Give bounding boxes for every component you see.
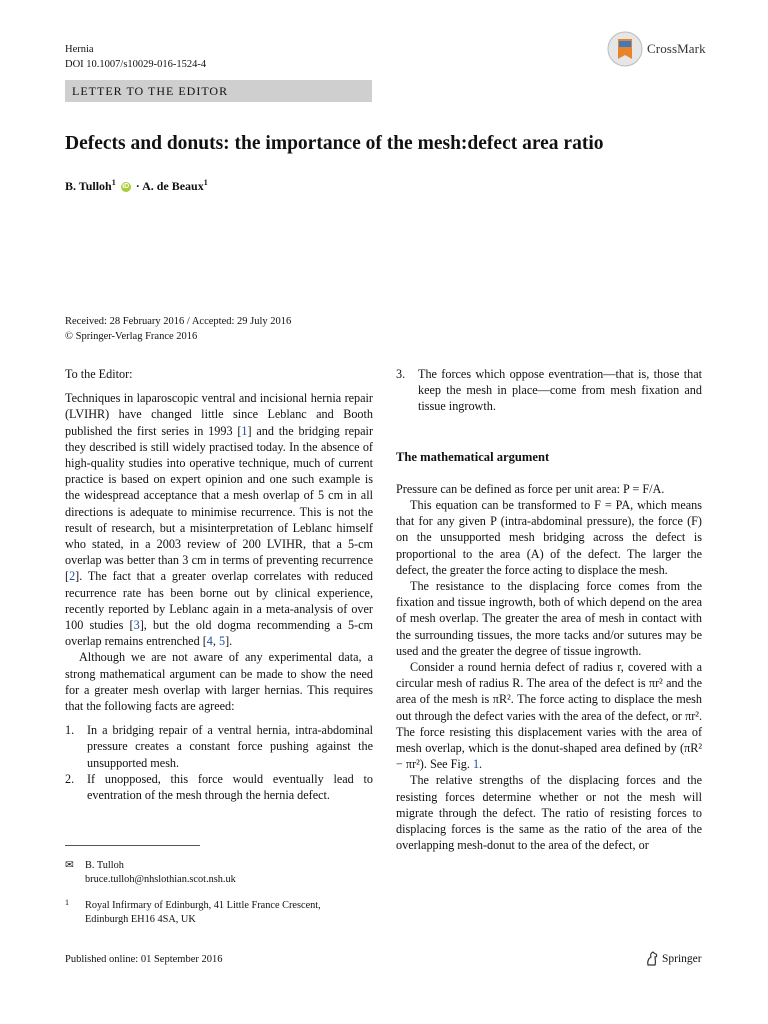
envelope-icon: ✉ <box>65 860 74 871</box>
paragraph: Consider a round hernia defect of radius r, covered with a circular mesh of radius R. The area of the defect is πr² and the area of the mesh is πR². The force acting to displace the mesh out through the defect varies with the area of the defect, or πr². The force resisting this displacement varies with the area of mesh overlap, which is the donut-shaped area defined by (πR² − πr²). See Fig. 1. <box>396 660 702 772</box>
list-item <box>65 771 373 803</box>
orcid-icon[interactable]: iD <box>122 183 130 191</box>
contact-email[interactable]: bruce.tulloh@nhslothian.scot.nsh.uk <box>85 874 236 885</box>
copyright: © Springer-Verlag France 2016 <box>65 331 198 342</box>
paragraph: The relative strengths of the displacing forces and the resisting forces determine whether or not the mesh will migrate through the defect. The ratio of resisting forces to displacing forces is the same as the ratio of the area of the overlapping mesh-donut to the area of the defect, or <box>396 773 702 853</box>
affiliation-line: Royal Infirmary of Edinburgh, 41 Little France Crescent, <box>85 900 321 911</box>
citation-link[interactable]: 3 <box>133 618 140 633</box>
list-number: 1. <box>65 723 75 738</box>
citation-link[interactable]: 2 <box>69 569 76 584</box>
article-type-bar: LETTER TO THE EDITOR <box>65 80 372 102</box>
springer-horse-icon <box>645 951 659 966</box>
citation-link[interactable]: 5 <box>218 634 226 649</box>
citation-link[interactable]: 1 <box>241 423 248 438</box>
right-column <box>396 366 702 853</box>
doi[interactable]: DOI 10.1007/s10029-016-1524-4 <box>65 59 207 70</box>
paragraph: The resistance to the displacing force comes from the fixation and tissue ingrowth, both of which depend on the area of mesh overlap. The greater the area of mesh in contact with the surrounding tissues, the more tacks and/or sutures may be used and the greater the degree of tissue ingrowth. <box>396 579 702 658</box>
springer-label: Springer <box>662 952 702 965</box>
crossmark-badge[interactable] <box>607 31 706 67</box>
paragraph: Techniques in laparoscopic ventral and incisional hernia repair (LVIHR) have changed little since Leblanc and Booth published the first series in 1993 [1] and the bridging repair they described is still widely practised today. In the absence of high-quality studies into operative technique, much of current practice is based on expert opinion and one such example is the widespread acceptance that a mesh overlap of 5 cm in all directions is adequate to minimise recurrence. This is not the result of research, but a misinterpretation of Leblanc himself who stated, in a 2003 review of 200 LVIHR, that a 5-cm overlap was better than 3 cm in terms of preventing recurrence [2]. The fact that a greater overlap correlates with reduced recurrence rate has been borne out by clinical experience, recently reported by Leblanc again in a meta-analysis of over 100 studies [3], but the old dogma recommending a 5-cm overlap remains entrenched [4, 5]. <box>65 391 374 649</box>
author-line <box>65 178 208 194</box>
list-item <box>396 366 702 415</box>
affiliation-marker: 1 <box>111 178 116 187</box>
paragraph: This equation can be transformed to F = PA, which means that for any given P (intra-abdominal pressure), the force (F) on the unsupported mesh bridging across the defect is proportional to the area (A) of the defect. The larger the defect, the greater the force acting to displace the mesh. <box>396 498 702 577</box>
contact-name: B. Tulloh <box>85 860 124 871</box>
crossmark-icon <box>607 31 643 67</box>
list-text: In a bridging repair of a ventral hernia, intra-abdominal pressure creates a constant force pushing against the unsupported mesh. <box>87 723 373 770</box>
correspondence-note <box>65 859 236 887</box>
affiliation-number: 1 <box>65 898 69 907</box>
affiliation-marker: 1 <box>203 178 208 187</box>
received-accepted: Received: 28 February 2016 / Accepted: 29 July 2016 <box>65 316 292 327</box>
list-item <box>65 722 373 771</box>
footnote-divider <box>65 845 200 846</box>
springer-logo[interactable] <box>645 951 702 966</box>
left-column <box>65 366 373 803</box>
crossmark-label: CrossMark <box>647 41 706 56</box>
author-separator: · <box>132 179 143 193</box>
section-heading: The mathematical argument <box>396 449 550 464</box>
published-date: Published online: 01 September 2016 <box>65 954 223 965</box>
article-title: Defects and donuts: the importance of the mesh:defect area ratio <box>65 133 604 154</box>
list-text: If unopposed, this force would eventually lead to eventration of the mesh through the hernia defect. <box>87 771 373 803</box>
affiliation-line: Edinburgh EH16 4SA, UK <box>85 914 196 925</box>
list-number: 2. <box>65 771 75 786</box>
journal-name: Hernia <box>65 44 94 55</box>
article-dates <box>65 314 291 344</box>
journal-header <box>65 42 206 72</box>
author-name[interactable]: A. de Beaux <box>142 179 204 193</box>
list-number: 3. <box>396 367 406 381</box>
author-name[interactable]: B. Tulloh <box>65 179 112 193</box>
citation-link[interactable]: 4 <box>206 634 213 649</box>
list-text: The forces which oppose eventration—that is, those that keep the mesh in place—come from mesh fixation and tissue ingrowth. <box>418 367 702 414</box>
salutation: To the Editor: <box>65 367 133 381</box>
paragraph: Although we are not aware of any experimental data, a strong mathematical argument can be made to show the need for a greater mesh overlap with larger hernias. This requires that the following facts are agreed: <box>65 650 373 714</box>
paragraph: Pressure can be defined as force per unit area: P = F/A. <box>396 481 665 496</box>
figure-link[interactable]: 1 <box>472 757 480 772</box>
affiliation-note <box>65 899 321 927</box>
